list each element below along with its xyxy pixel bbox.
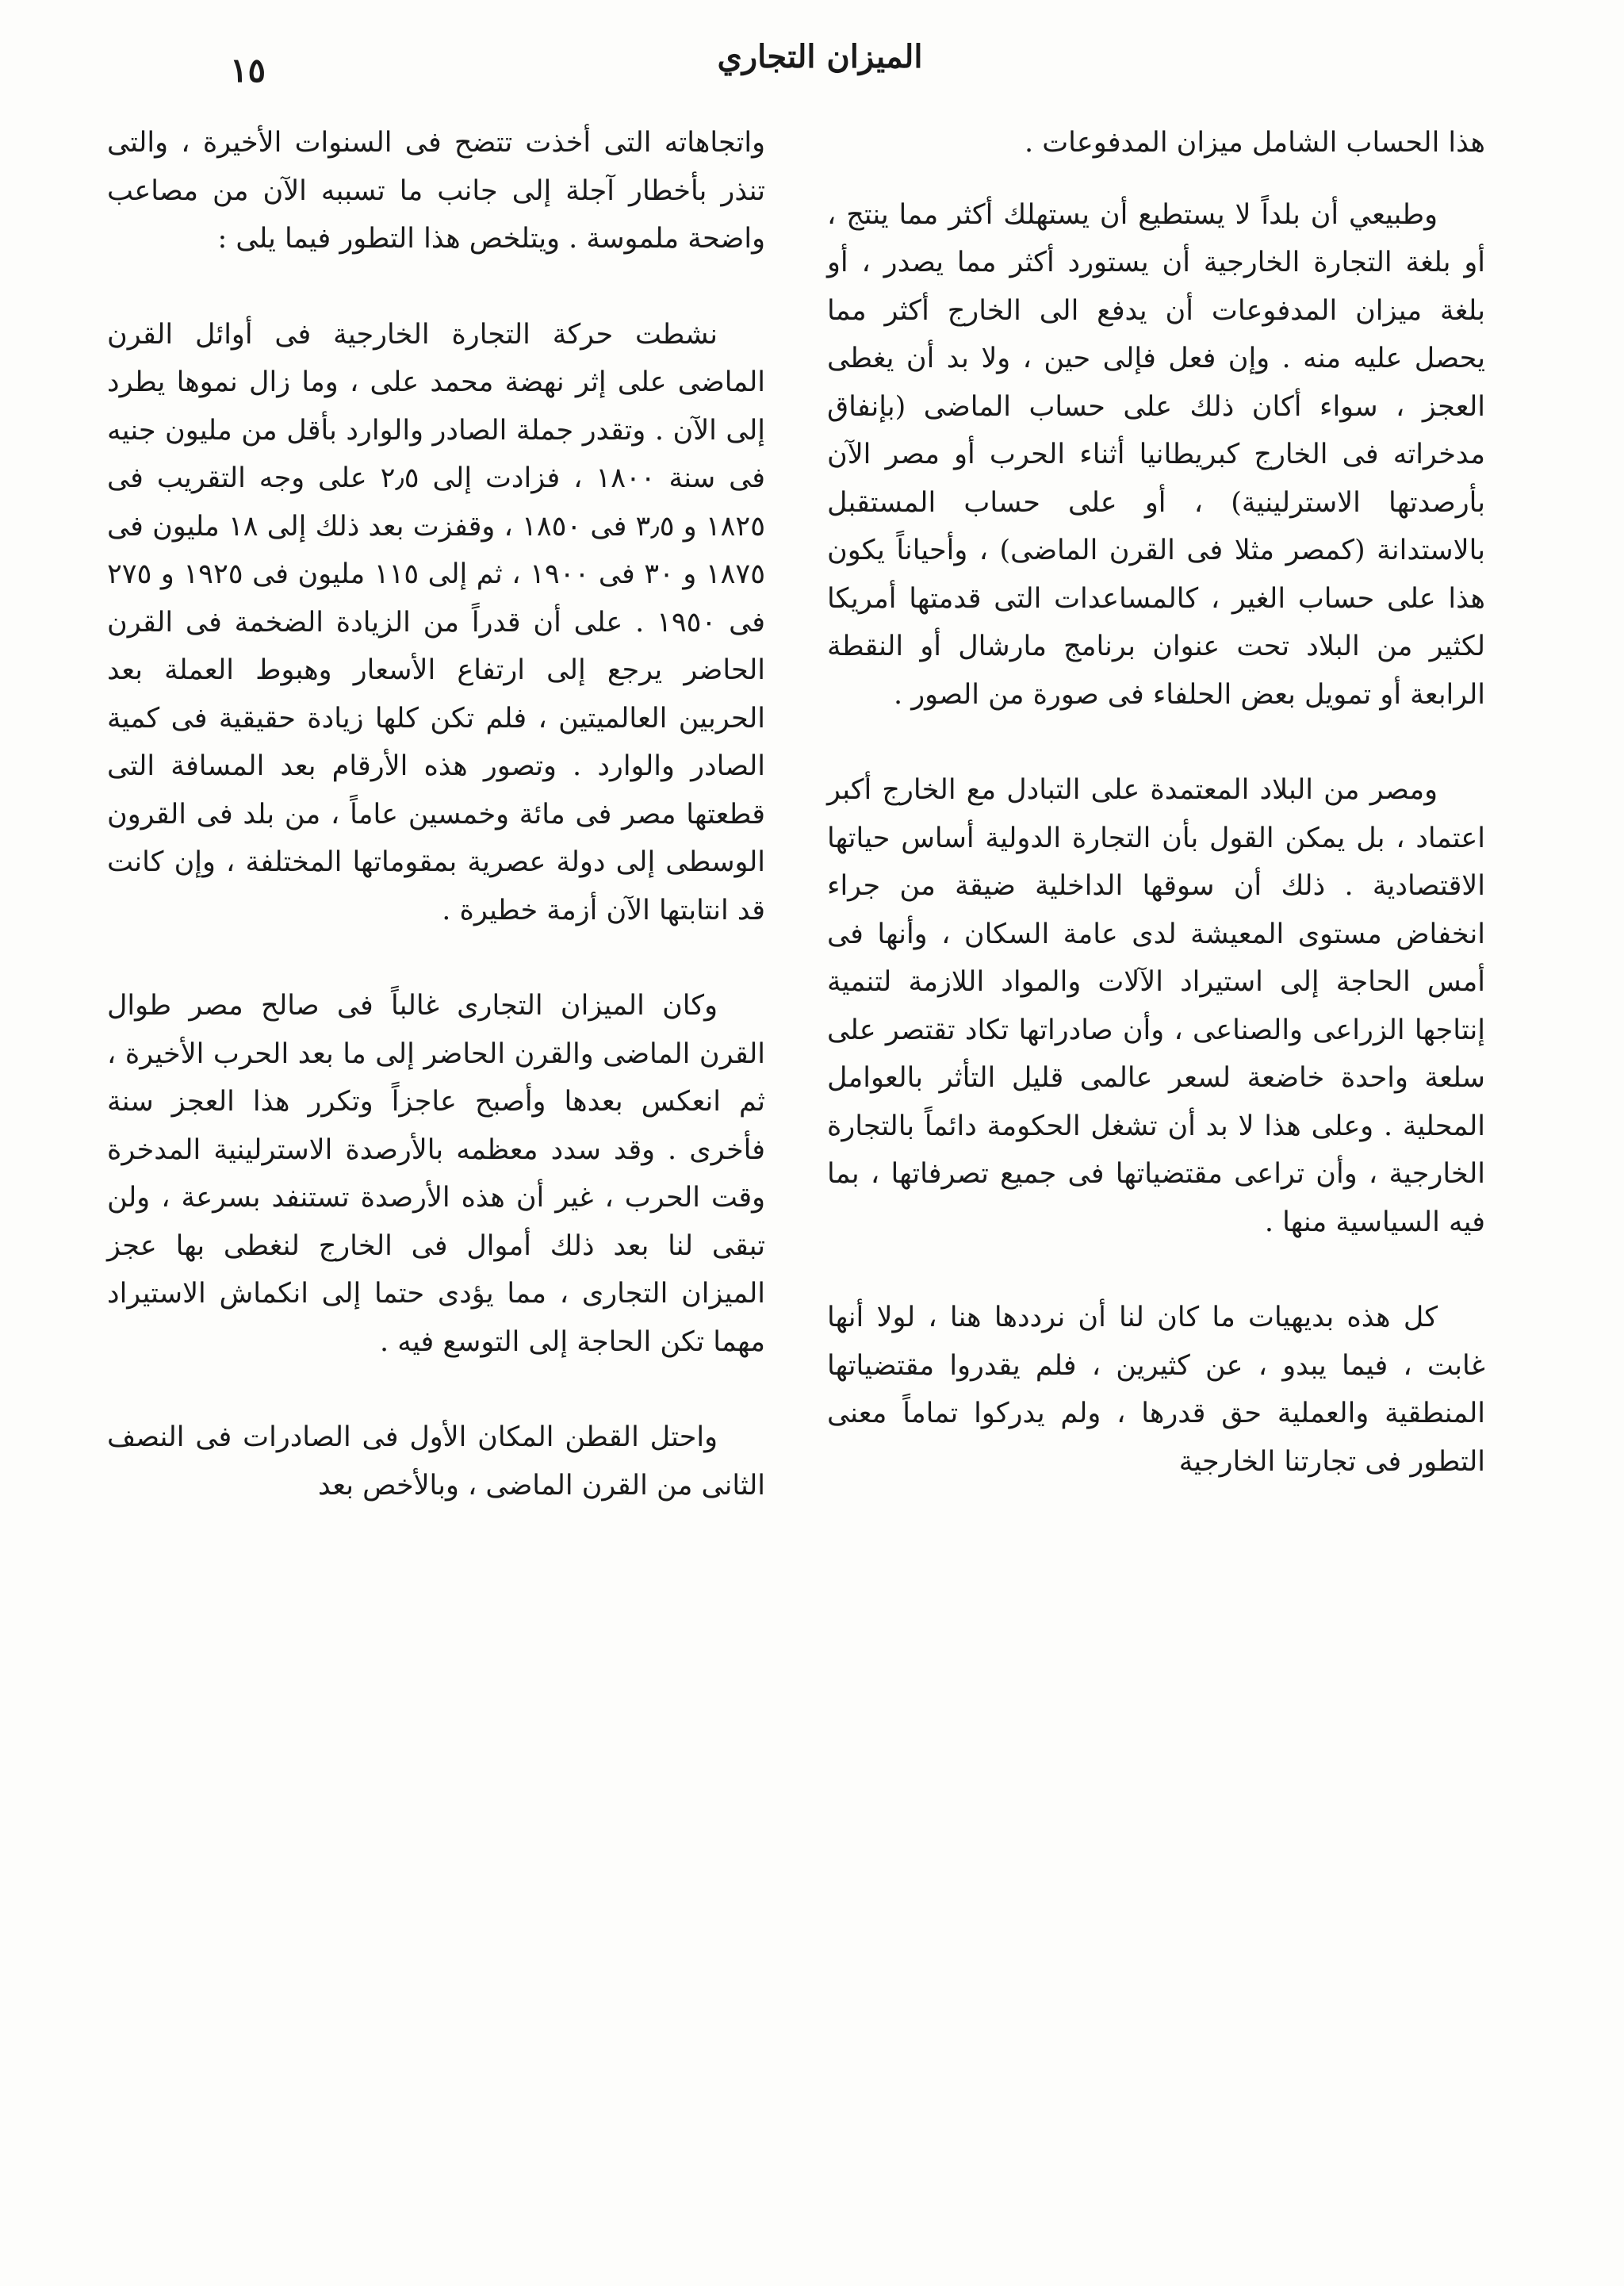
paragraph: هذا الحساب الشامل ميزان المدفوعات . (1024, 127, 1485, 159)
page-header (159, 38, 1481, 90)
paragraph: ومصر من البلاد المعتمدة على التبادل مع الخارج أكبر اعتماد ، بل يمكن القول بأن التجارة الدولية أساس حياتها الاقتصادية . ذلك أن سوقها الداخلية ضيقة من جراء انخفاض مستوى المعيشة لدى عامة السكان ، وأنها فى أمس الحاجة إلى استيراد الآلات والمواد اللازمة لتنمية إنتاجها الزراعى والصناعى ، وأن صادراتها تكاد تقتصر على سلعة واحدة خاضعة لسعر عالمى قليل التأثر بالعوامل المحلية . وعلى هذا لا بد أن تشغل الحكومة دائماً بالتجارة الخارجية ، وأن تراعى مقتضياتها فى جميع تصرفاتها ، بما فيه السياسية منها . (827, 774, 1485, 1238)
paragraph: واحتل القطن المكان الأول فى الصادرات فى النصف الثانى من القرن الماضى ، وبالأخص بعد (107, 1421, 765, 1502)
page-number: ١٥ (230, 51, 266, 90)
paragraph: وكان الميزان التجارى غالباً فى صالح مصر طوال القرن الماضى والقرن الحاضر إلى ما بعد الحرب الأخيرة ، ثم انعكس بعدها وأصبح عاجزاً وتكرر هذا العجز سنة فأخرى . وقد سدد معظمه بالأرصدة الاسترلينية المدخرة وقت الحرب ، غير أن هذه الأرصدة تستنفد بسرعة ، ولن تبقى لنا بعد ذلك أموال فى الخارج لنغطى بها عجز الميزان التجارى ، مما يؤدى حتما إلى انكماش الاستيراد مهما تكن الحاجة إلى التوسع فيه . (107, 990, 765, 1358)
left-text-column (107, 119, 765, 1533)
paragraph: واتجاهاته التى أخذت تتضح فى السنوات الأخيرة ، والتى تنذر بأخطار آجلة إلى جانب ما تسببه الآن من مصاعب واضحة ملموسة . ويتلخص هذا التطور فيما يلى : (107, 127, 765, 255)
paragraph: كل هذه بديهيات ما كان لنا أن نرددها هنا ، لولا أنها غابت ، فيما يبدو ، عن كثيرين ، فلم يقدروا مقتضياتها المنطقية والعملية حق قدرها ، ولم يدركوا تماماً معنى التطور فى تجارتنا الخارجية (827, 1302, 1485, 1478)
paragraph: نشطت حركة التجارة الخارجية فى أوائل القرن الماضى على إثر نهضة محمد على ، وما زال نموها يطرد إلى الآن . وتقدر جملة الصادر والوارد بأقل من مليون جنيه فى سنة ١٨٠٠ ، فزادت إلى ٢٫٥ على وجه التقريب فى ١٨٢٥ و ٣٫٥ فى ١٨٥٠ ، وقفزت بعد ذلك إلى ١٨ مليون فى ١٨٧٥ و ٣٠ فى ١٩٠٠ ، ثم إلى ١١٥ مليون فى ١٩٢٥ و ٢٧٥ فى ١٩٥٠ . على أن قدراً من الزيادة الضخمة فى القرن الحاضر يرجع إلى ارتفاع الأسعار وهبوط العملة بعد الحربين العالميتين ، فلم تكن كلها زيادة حقيقية فى كمية الصادر والوارد . وتصور هذه الأرقام بعد المسافة التى قطعتها مصر فى مائة وخمسين عاماً ، من بلد فى القرون الوسطى إلى دولة عصرية بمقوماتها المختلفة ، وإن كانت قد انتابتها الآن أزمة خطيرة . (107, 318, 766, 926)
running-title: الميزان التجاري (717, 38, 923, 75)
right-text-column (827, 119, 1485, 1509)
paragraph: وطبيعي أن بلداً لا يستطيع أن يستهلك أكثر مما ينتج ، أو بلغة التجارة الخارجية أن يستورد أكثر مما يصدر ، أو بلغة ميزان المدفوعات أن يدفع الى الخارج أكثر مما يحصل عليه منه . وإن فعل فإلى حين ، ولا بد أن يغطى العجز ، سواء أكان ذلك على حساب الماضى (بإنفاق مدخراته فى الخارج كبريطانيا أثناء الحرب أو مصر الآن بأرصدتها الاسترلينية) ، أو على حساب المستقبل بالاستدانة (كمصر مثلا فى القرن الماضى) ، وأحياناً يكون هذا على حساب الغير ، كالمساعدات التى قدمتها أمريكا لكثير من البلاد تحت عنوان برنامج مارشال أو النقطة الرابعة أو تمويل بعض الحلفاء فى صورة من الصور . (827, 198, 1485, 711)
